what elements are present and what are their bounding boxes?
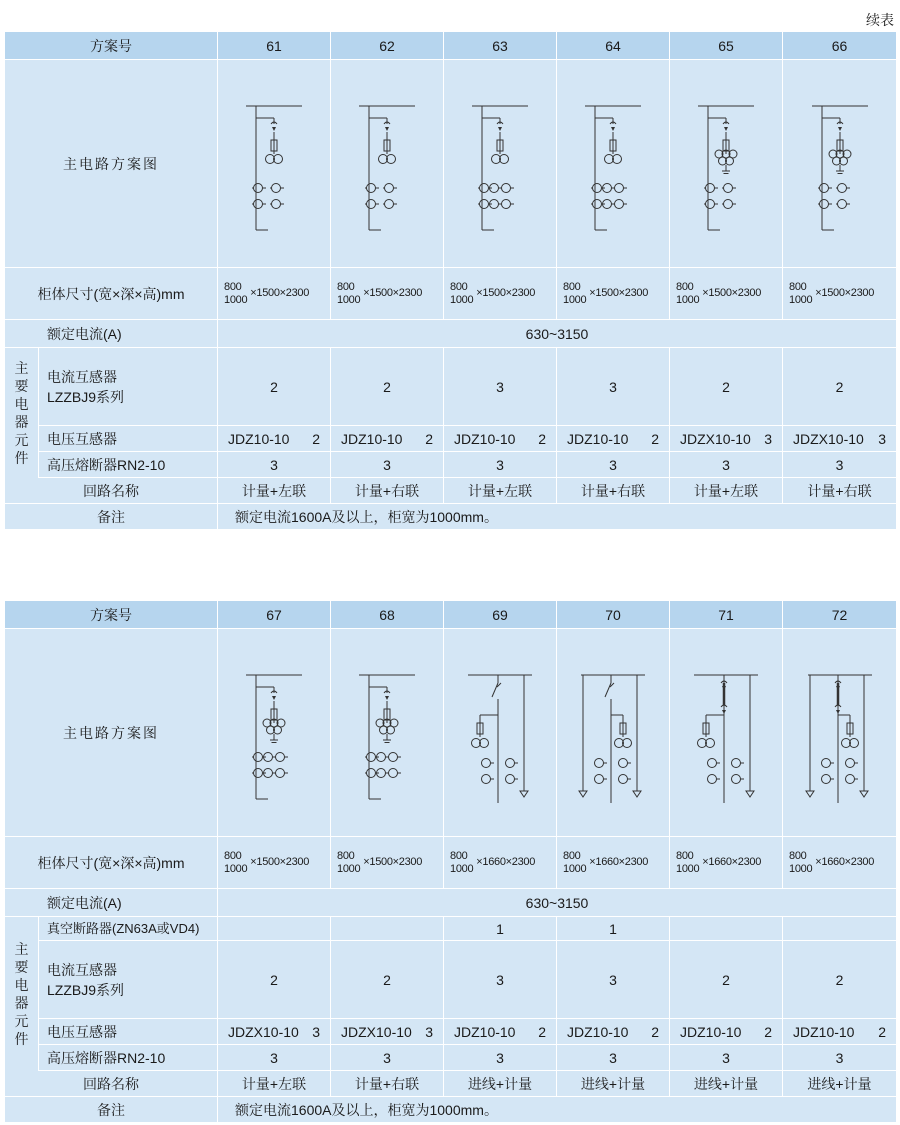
rated-current-label: 额定电流(A): [5, 320, 218, 347]
circuit-name: 计量+右联: [557, 478, 670, 503]
circuit-diagram: [331, 629, 444, 836]
schematic-svg: [341, 84, 433, 244]
remark-label: 备注: [5, 1097, 218, 1122]
ct-row: [5, 941, 896, 1019]
pt-cell: [783, 426, 896, 451]
pt-row: [5, 1019, 896, 1045]
remark-value: 额定电流1600A及以上，柜宽为1000mm。: [235, 508, 498, 525]
schematic-svg: [228, 84, 320, 244]
fuse-qty: 3: [557, 1045, 670, 1070]
scheme-no: 66: [831, 37, 848, 54]
width-1000: 1000: [224, 293, 248, 306]
width-800: 800: [450, 849, 468, 862]
cabinet-size: [670, 837, 783, 888]
pt-model: JDZX10-10: [793, 430, 864, 447]
width-800: 800: [789, 849, 807, 862]
fuse-label: 高压熔断器RN2-10: [39, 1045, 218, 1070]
cabinet-size: [783, 268, 896, 319]
vcb-qty: [218, 917, 331, 940]
fuse-qty: 3: [670, 1045, 783, 1070]
depth-height: ×1660×2300: [702, 856, 762, 868]
ct-label: [39, 941, 218, 1018]
pt-qty: 3: [764, 430, 772, 447]
fuse-qty: 3: [331, 1045, 444, 1070]
fuse-qty: 3: [557, 452, 670, 477]
main-parts-char: 件: [14, 1031, 29, 1047]
pt-qty: 2: [312, 430, 320, 447]
remark-value: 额定电流1600A及以上，柜宽为1000mm。: [235, 1101, 498, 1118]
schematic-svg: [794, 653, 886, 813]
fuse-qty: 3: [331, 452, 444, 477]
ct-label-line: 电流互感器: [47, 368, 117, 385]
circuit-diagram: [783, 60, 896, 267]
circuit-diagram: [670, 60, 783, 267]
width-800: 800: [563, 280, 581, 293]
width-1000: 1000: [450, 293, 474, 306]
depth-height: ×1660×2300: [476, 856, 536, 868]
depth-height: ×1500×2300: [363, 287, 423, 299]
pt-qty: 3: [425, 1023, 433, 1040]
pt-cell: [444, 1019, 557, 1044]
circuit-name: 计量+左联: [670, 478, 783, 503]
pt-qty: 2: [878, 1023, 886, 1040]
width-1000: 1000: [789, 862, 813, 875]
schematic-svg: [228, 653, 320, 813]
pt-model: JDZ10-10: [454, 430, 516, 447]
ct-label-line: LZZBJ9系列: [47, 981, 125, 998]
main-parts-char: 主: [14, 360, 29, 376]
pt-model: JDZ10-10: [567, 430, 629, 447]
cabinet-size: [444, 268, 557, 319]
width-800: 800: [563, 849, 581, 862]
depth-height: ×1500×2300: [250, 287, 310, 299]
pt-cell: [444, 426, 557, 451]
scheme-no: 62: [331, 32, 444, 59]
pt-qty: 2: [538, 430, 546, 447]
depth-height: ×1500×2300: [589, 287, 649, 299]
depth-height: ×1500×2300: [476, 287, 536, 299]
circuit-label: 回路名称: [5, 1071, 218, 1096]
width-1000: 1000: [337, 862, 361, 875]
pt-qty: 3: [878, 430, 886, 447]
circuit-diagram: [557, 629, 670, 836]
circuit-diagram: [331, 60, 444, 267]
width-1000: 1000: [789, 293, 813, 306]
cabinet-size: [331, 268, 444, 319]
scheme-table-2: [5, 601, 896, 1122]
width-1000: 1000: [450, 862, 474, 875]
cabinet-size: [783, 837, 896, 888]
ct-qty: 3: [444, 941, 557, 1018]
width-800: 800: [224, 849, 242, 862]
vcb-qty: 1: [444, 917, 557, 940]
pt-cell: [557, 1019, 670, 1044]
circuit-label: 回路名称: [5, 478, 218, 503]
ct-row: [5, 348, 896, 426]
circuit-diagram: [444, 60, 557, 267]
main-parts-char: 电: [14, 396, 29, 412]
schematic-svg: [567, 84, 659, 244]
fuse-row: [5, 452, 896, 478]
pt-label: 电压互感器: [39, 1019, 218, 1044]
pt-model: JDZX10-10: [228, 1023, 299, 1040]
scheme-no: 71: [670, 601, 783, 628]
scheme-no: 70: [557, 601, 670, 628]
pt-row: [5, 426, 896, 452]
vcb-row: [5, 917, 896, 941]
ct-qty: 3: [557, 941, 670, 1018]
ct-qty: 2: [670, 348, 783, 425]
vcb-qty: [670, 917, 783, 940]
pt-cell: [331, 426, 444, 451]
cabinet-size: [557, 268, 670, 319]
scheme-no: 69: [444, 601, 557, 628]
ct-qty: 2: [218, 348, 331, 425]
scheme-no-label: 方案号: [5, 32, 218, 59]
pt-model: JDZ10-10: [567, 1023, 629, 1040]
ct-label-line: LZZBJ9系列: [47, 388, 125, 405]
main-parts-char: 主: [14, 941, 29, 957]
depth-height: ×1500×2300: [363, 856, 423, 868]
size-row: [5, 837, 896, 889]
circuit-name: 进线+计量: [444, 1071, 557, 1096]
pt-qty: 2: [764, 1023, 772, 1040]
schematic-svg: [680, 653, 772, 813]
circuit-diagram: [670, 629, 783, 836]
main-parts-char: 器: [14, 995, 29, 1011]
schematic-svg: [454, 84, 546, 244]
circuit-name: 计量+左联: [218, 478, 331, 503]
scheme-no: 63: [444, 32, 557, 59]
main-parts-char: 要: [14, 378, 29, 394]
width-800: 800: [450, 280, 468, 293]
diagram-label: 主电路方案图: [5, 60, 218, 267]
width-800: 800: [224, 280, 242, 293]
ct-qty: 2: [835, 378, 844, 395]
main-parts-char: 件: [14, 450, 29, 466]
ct-qty: 2: [670, 941, 783, 1018]
fuse-row: [5, 1045, 896, 1071]
pt-label: 电压互感器: [39, 426, 218, 451]
diagram-label: 主电路方案图: [5, 629, 218, 836]
main-parts-label: [5, 348, 39, 478]
width-1000: 1000: [563, 293, 587, 306]
depth-height: ×1660×2300: [815, 856, 875, 868]
scheme-no-label: 方案号: [5, 601, 218, 628]
fuse-qty: 3: [218, 452, 331, 477]
rated-current-row: [5, 889, 896, 917]
pt-cell: [218, 1019, 331, 1044]
ct-qty: 2: [331, 348, 444, 425]
fuse-qty: 3: [444, 452, 557, 477]
schematic-svg: [567, 653, 659, 813]
circuit-row: [5, 1071, 896, 1097]
circuit-name: 计量+右联: [331, 1071, 444, 1096]
circuit-diagram: [218, 629, 331, 836]
main-parts-char: 要: [14, 959, 29, 975]
depth-height: ×1500×2300: [702, 287, 762, 299]
rated-current-value: 630~3150: [525, 894, 589, 911]
remark-label: 备注: [5, 504, 218, 529]
scheme-no: 61: [218, 32, 331, 59]
schematic-svg: [680, 84, 772, 244]
fuse-qty: 3: [670, 452, 783, 477]
header-row: [5, 601, 896, 629]
width-1000: 1000: [337, 293, 361, 306]
ct-qty: 3: [557, 348, 670, 425]
circuit-diagram: [218, 60, 331, 267]
circuit-name: 进线+计量: [807, 1075, 872, 1092]
pt-qty: 2: [651, 430, 659, 447]
pt-cell: [670, 426, 783, 451]
pt-model: JDZ10-10: [680, 1023, 742, 1040]
width-1000: 1000: [224, 862, 248, 875]
scheme-no: 72: [831, 606, 848, 623]
circuit-name: 计量+右联: [331, 478, 444, 503]
depth-height: ×1660×2300: [589, 856, 649, 868]
width-1000: 1000: [563, 862, 587, 875]
pt-cell: [670, 1019, 783, 1044]
main-parts-char: 元: [14, 1013, 29, 1029]
main-parts-label: [5, 917, 39, 1071]
rated-current-label: 额定电流(A): [5, 889, 218, 916]
size-label: 柜体尺寸(宽×深×高)mm: [5, 837, 218, 888]
pt-cell: [331, 1019, 444, 1044]
fuse-label: 高压熔断器RN2-10: [39, 452, 218, 477]
vcb-qty: 1: [557, 917, 670, 940]
pt-cell: [218, 426, 331, 451]
pt-model: JDZ10-10: [228, 430, 290, 447]
ct-qty: 2: [835, 971, 844, 988]
depth-height: ×1500×2300: [815, 287, 875, 299]
pt-cell: [557, 426, 670, 451]
circuit-diagram: [557, 60, 670, 267]
main-parts-char: 元: [14, 432, 29, 448]
circuit-name: 计量+左联: [444, 478, 557, 503]
pt-qty: 2: [425, 430, 433, 447]
width-800: 800: [337, 280, 355, 293]
schematic-svg: [454, 653, 546, 813]
pt-model: JDZX10-10: [341, 1023, 412, 1040]
ct-qty: 2: [218, 941, 331, 1018]
width-800: 800: [789, 280, 807, 293]
ct-label-line: 电流互感器: [47, 961, 117, 978]
depth-height: ×1500×2300: [250, 856, 310, 868]
remark-row: [5, 1097, 896, 1122]
vcb-label: 真空断路器(ZN63A或VD4): [39, 917, 218, 940]
scheme-no: 65: [670, 32, 783, 59]
pt-qty: 3: [312, 1023, 320, 1040]
schematic-svg: [794, 84, 886, 244]
vcb-qty: [783, 917, 896, 940]
rated-current-row: [5, 320, 896, 348]
pt-qty: 2: [538, 1023, 546, 1040]
schematic-svg: [341, 653, 433, 813]
ct-qty: 3: [444, 348, 557, 425]
cabinet-size: [557, 837, 670, 888]
cabinet-size: [670, 268, 783, 319]
width-800: 800: [676, 849, 694, 862]
rated-current-value: 630~3150: [525, 325, 589, 342]
circuit-diagram: [444, 629, 557, 836]
pt-model: JDZ10-10: [341, 430, 403, 447]
cabinet-size: [444, 837, 557, 888]
width-800: 800: [337, 849, 355, 862]
size-row: [5, 268, 896, 320]
pt-model: JDZ10-10: [454, 1023, 516, 1040]
continued-label: 续表: [866, 12, 894, 28]
cabinet-size: [218, 268, 331, 319]
circuit-name: 计量+右联: [807, 482, 872, 499]
fuse-qty: 3: [444, 1045, 557, 1070]
header-row: [5, 32, 896, 60]
circuit-row: [5, 478, 896, 504]
pt-model: JDZ10-10: [793, 1023, 855, 1040]
circuit-name: 进线+计量: [670, 1071, 783, 1096]
fuse-qty: 3: [835, 456, 844, 473]
scheme-no: 67: [218, 601, 331, 628]
scheme-table-1: [5, 32, 896, 529]
vcb-qty: [331, 917, 444, 940]
scheme-no: 68: [331, 601, 444, 628]
size-label: 柜体尺寸(宽×深×高)mm: [5, 268, 218, 319]
remark-row: [5, 504, 896, 529]
width-1000: 1000: [676, 862, 700, 875]
ct-label: [39, 348, 218, 425]
main-parts-char: 电: [14, 977, 29, 993]
pt-qty: 2: [651, 1023, 659, 1040]
ct-qty: 2: [331, 941, 444, 1018]
circuit-name: 计量+左联: [218, 1071, 331, 1096]
diagram-row: [5, 629, 896, 837]
main-parts-char: 器: [14, 414, 29, 430]
fuse-qty: 3: [835, 1049, 844, 1066]
width-800: 800: [676, 280, 694, 293]
scheme-no: 64: [557, 32, 670, 59]
circuit-diagram: [783, 629, 896, 836]
fuse-qty: 3: [218, 1045, 331, 1070]
pt-model: JDZX10-10: [680, 430, 751, 447]
circuit-name: 进线+计量: [557, 1071, 670, 1096]
cabinet-size: [218, 837, 331, 888]
diagram-row: [5, 60, 896, 268]
cabinet-size: [331, 837, 444, 888]
pt-cell: [783, 1019, 896, 1044]
width-1000: 1000: [676, 293, 700, 306]
